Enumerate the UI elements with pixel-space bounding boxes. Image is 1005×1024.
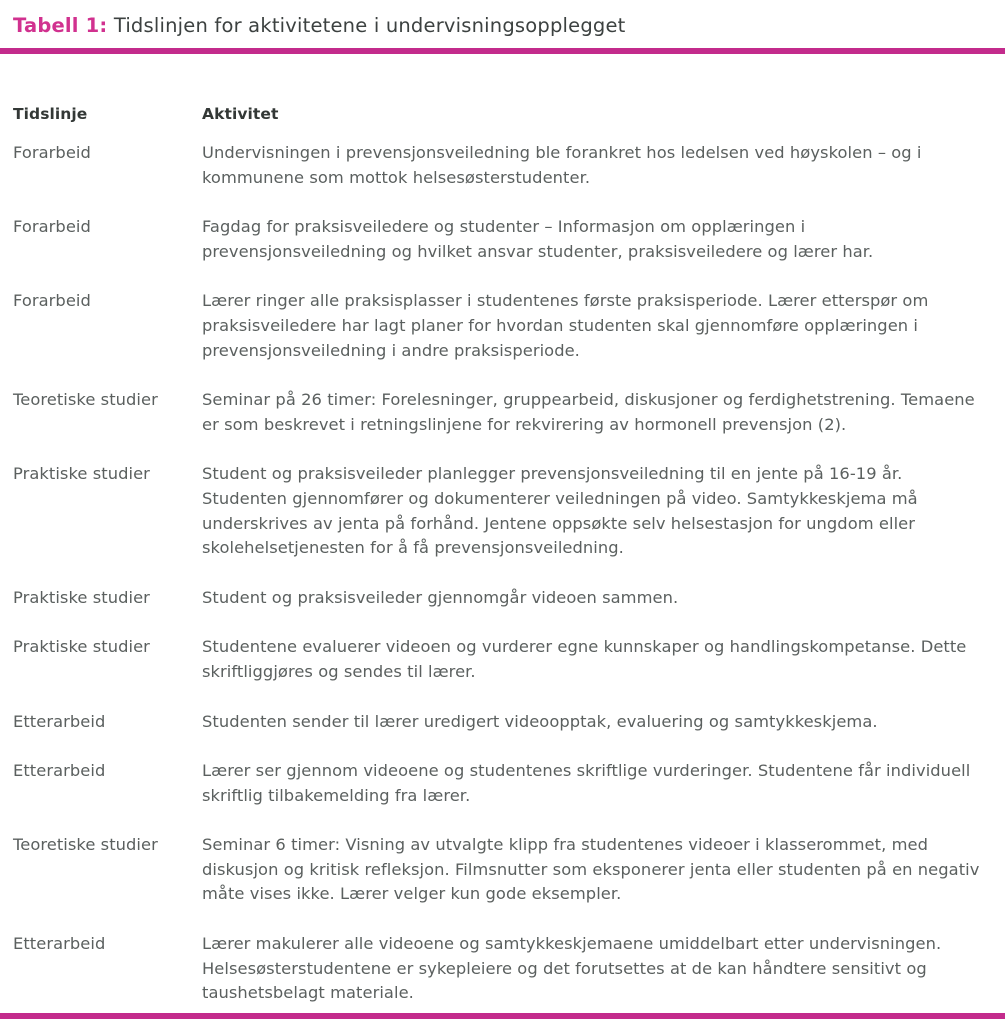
cell-activity: Studenten sender til lærer uredigert videoopptak, evaluering og samtykkeskjema. xyxy=(202,711,878,731)
cell-activity: Lærer makulerer alle videoene og samtykkeskjemaene umiddelbart etter undervisningen. Helsesøsterstudentene er sykepleiere og det forutsettes at de kan håndtere sensitivt og taushetsbelagt materiale. xyxy=(202,934,942,1003)
table-row xyxy=(0,191,1005,265)
cell-activity: Fagdag for praksisveiledere og studenter – Informasjon om opplæringen i prevensjonsveiledning og hvilket ansvar studenter, praksisveiledere og lærer har. xyxy=(202,217,874,261)
table-row xyxy=(0,265,1005,364)
table-row xyxy=(0,364,1005,438)
cell-timeline: Teoretiske studier xyxy=(13,390,158,410)
cell-timeline: Forarbeid xyxy=(13,291,91,311)
cell-activity: Seminar på 26 timer: Forelesninger, gruppearbeid, diskusjoner og ferdighetstrening. Temaene er som beskrevet i retningslinjene for rekvirering av hormonell prevensjon (2). xyxy=(202,390,975,434)
table-header-row xyxy=(0,54,1005,123)
table-row xyxy=(0,438,1005,561)
cell-timeline: Etterarbeid xyxy=(13,711,106,731)
table-row xyxy=(0,686,1005,736)
cell-activity: Lærer ser gjennom videoene og studentenes skriftlige vurderinger. Studentene får individuell skriftlig tilbakemelding fra lærer. xyxy=(202,761,971,805)
table-row xyxy=(0,735,1005,809)
cell-activity: Student og praksisveileder planlegger prevensjonsveiledning til en jente på 16-19 år. Studenten gjennomfører og dokumenterer veiledningen på video. Samtykkeskjema må underskrives av jenta på forhånd. Jentene oppsøkte selv helsestasjon for ungdom eller skolehelsetjenesten for å få prevensjonsveiledning. xyxy=(202,464,918,558)
table-row xyxy=(0,562,1005,612)
table-row xyxy=(0,809,1005,908)
table-row xyxy=(0,611,1005,685)
bottom-accent-rule xyxy=(0,1013,1005,1019)
cell-activity: Undervisningen i prevensjonsveiledning ble forankret hos ledelsen ved høyskolen – og i kommunene som mottok helsesøsterstudenter. xyxy=(202,143,922,187)
table-header xyxy=(0,54,1005,123)
cell-timeline: Etterarbeid xyxy=(13,934,106,954)
cell-timeline: Praktiske studier xyxy=(13,637,150,657)
cell-timeline: Praktiske studier xyxy=(13,587,150,607)
table-body xyxy=(0,123,1005,1007)
cell-activity: Seminar 6 timer: Visning av utvalgte klipp fra studentenes videoer i klasserommet, med diskusjon og kritisk refleksjon. Filmsnutter som eksponerer jenta eller studenten på en negativ måte vises ikke. Lærer velger kun gode eksempler. xyxy=(202,835,980,904)
caption-label: Tabell 1: xyxy=(13,14,108,37)
column-header-timeline: Tidslinje xyxy=(13,105,88,123)
cell-timeline: Praktiske studier xyxy=(13,464,150,484)
cell-timeline: Forarbeid xyxy=(13,217,91,237)
column-header-activity: Aktivitet xyxy=(202,105,279,123)
cell-timeline: Etterarbeid xyxy=(13,761,106,781)
cell-timeline: Forarbeid xyxy=(13,143,91,162)
table-row xyxy=(0,123,1005,191)
timeline-table xyxy=(0,54,1005,1007)
cell-activity: Studentene evaluerer videoen og vurderer egne kunnskaper og handlingskompetanse. Dette skriftliggjøres og sendes til lærer. xyxy=(202,637,967,681)
cell-activity: Student og praksisveileder gjennomgår videoen sammen. xyxy=(202,587,679,607)
table-caption xyxy=(0,0,1005,39)
caption-text: Tidslinjen for aktivitetene i undervisningsopplegget xyxy=(107,14,626,37)
cell-timeline: Teoretiske studier xyxy=(13,835,158,855)
cell-activity: Lærer ringer alle praksisplasser i studentenes første praksisperiode. Lærer etterspør om praksisveiledere har lagt planer for hvordan studenten skal gjennomføre opplæringen i prevensjonsveiledning i andre praksisperiode. xyxy=(202,291,929,360)
table-row xyxy=(0,908,1005,1007)
